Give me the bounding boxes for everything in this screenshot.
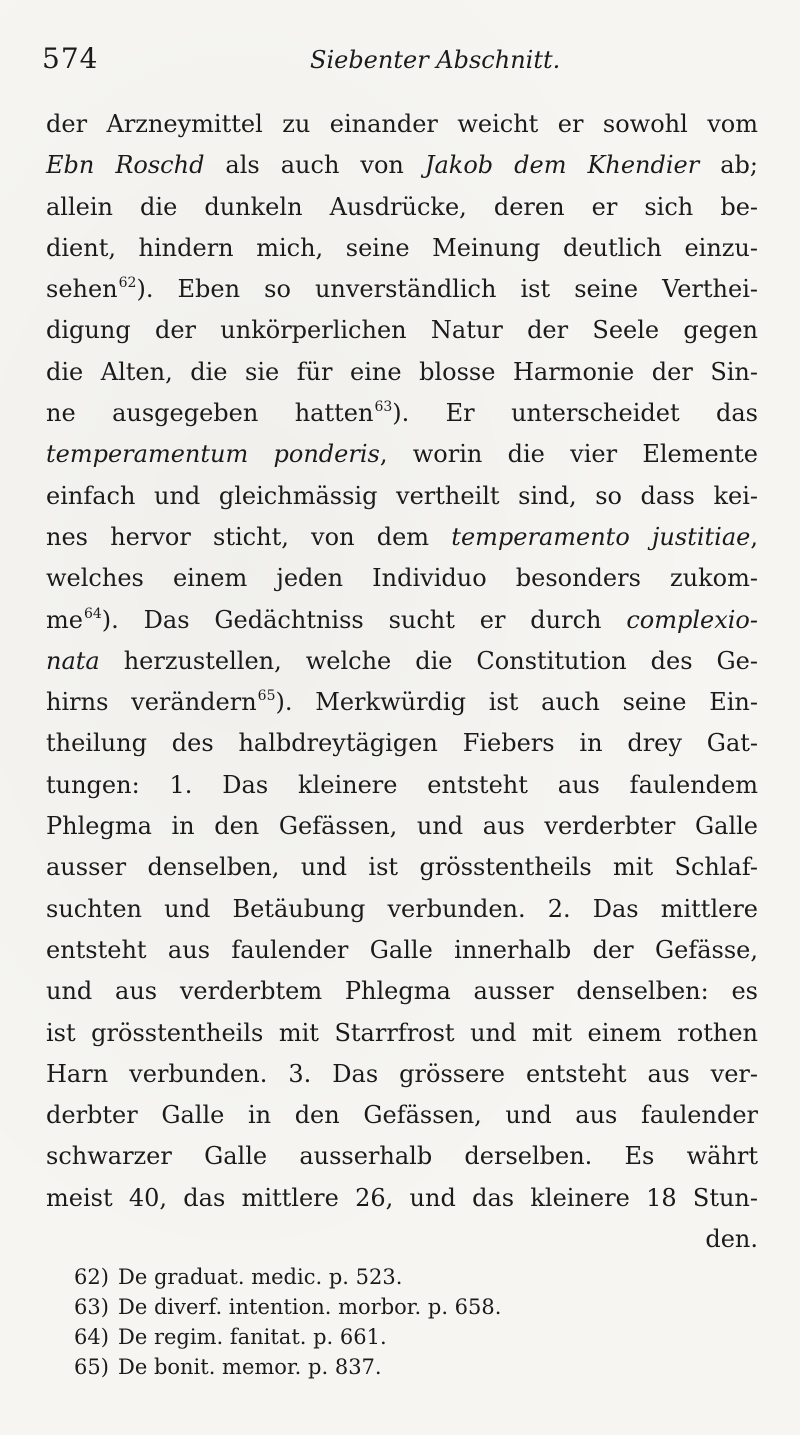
text-segment: allein die dunkeln Ausdrücke, deren er sich be- — [46, 192, 758, 221]
text-line — [46, 889, 758, 930]
footnote-label: 62) — [74, 1265, 109, 1289]
text-segment: Harn verbunden. 3. Das grössere entsteht aus ver- — [46, 1059, 758, 1088]
text-segment: und aus verderbtem Phlegma ausser denselben: es — [46, 977, 758, 1006]
text-line — [46, 806, 758, 847]
text-line — [46, 434, 758, 475]
running-head: Siebenter Abschnitt. — [310, 46, 561, 74]
text-segment: ist grösstentheils mit Starrfrost und mit einem rothen — [46, 1018, 758, 1047]
footnote-ref: 63 — [374, 399, 393, 416]
text-segment: digung der unkörperlichen Natur der Seele gegen — [46, 316, 758, 345]
text-line — [46, 104, 758, 145]
text-line — [46, 187, 758, 228]
footnote-label: 64) — [74, 1325, 109, 1349]
text-line — [46, 1054, 758, 1095]
footnotes — [74, 1262, 674, 1382]
text-line — [46, 847, 758, 888]
text-line — [46, 393, 758, 434]
text-line — [46, 517, 758, 558]
text-line — [46, 1136, 758, 1177]
page-header — [42, 42, 762, 82]
footnote-text: De diverf. intention. morbor. p. 658. — [118, 1295, 502, 1319]
text-segment: derbter Galle in den Gefässen, und aus faulender — [46, 1101, 758, 1130]
text-segment: herzustellen, welche die Constitution des Ge- — [99, 646, 758, 675]
text-segment: nes hervor sticht, von dem — [46, 522, 452, 551]
text-segment: , — [750, 522, 758, 551]
text-segment: temperamento justitiae — [451, 522, 751, 551]
footnote-ref: 65 — [257, 688, 276, 705]
text-segment: die Alten, die sie für eine blosse Harmonie der Sin- — [46, 357, 758, 386]
text-segment: sehen — [46, 275, 118, 304]
text-segment: , worin die vier Elemente — [379, 440, 758, 469]
footnote-label: 65) — [74, 1355, 109, 1379]
text-line — [46, 558, 758, 599]
footnote-text: De graduat. medic. p. 523. — [118, 1265, 403, 1289]
text-segment: als auch von — [204, 151, 425, 180]
text-segment: ). Das Gedächtniss sucht er durch — [101, 605, 627, 634]
text-segment: den. — [705, 1225, 758, 1254]
text-line — [46, 1219, 758, 1260]
text-line — [46, 1095, 758, 1136]
text-segment: ne ausgegeben hatten — [46, 399, 374, 428]
body-text — [46, 104, 758, 1260]
text-segment: ab; — [699, 151, 758, 180]
footnote — [74, 1292, 674, 1322]
text-segment: einfach und gleichmässig vertheilt sind, so dass kei- — [46, 481, 758, 510]
text-segment: dient, hindern mich, seine Meinung deutlich einzu- — [46, 233, 758, 262]
text-segment: ). Eben so unverständlich ist seine Verthei- — [136, 275, 758, 304]
text-line — [46, 1178, 758, 1219]
text-line — [46, 765, 758, 806]
text-segment: hirns verändern — [46, 688, 257, 717]
footnote-ref: 62 — [118, 275, 137, 292]
text-segment: ). Er unterscheidet das — [392, 399, 758, 428]
text-segment: entsteht aus faulender Galle innerhalb der Gefässe, — [46, 935, 758, 964]
text-segment: meist 40, das mittlere 26, und das kleinere 18 Stun- — [46, 1183, 758, 1212]
text-segment: temperamentum ponderis — [46, 440, 380, 469]
footnote — [74, 1352, 674, 1382]
text-segment: welches einem jeden Individuo besonders zukom- — [46, 564, 758, 593]
footnote — [74, 1262, 674, 1292]
text-segment: ausser denselben, und ist grösstentheils mit Schlaf- — [46, 853, 758, 882]
text-line — [46, 352, 758, 393]
text-line — [46, 269, 758, 310]
text-line — [46, 682, 758, 723]
text-line — [46, 600, 758, 641]
footnote-text: De bonit. memor. p. 837. — [118, 1355, 382, 1379]
text-segment: Phlegma in den Gefässen, und aus verderbter Galle — [46, 812, 758, 841]
text-line — [46, 310, 758, 351]
footnote-label: 63) — [74, 1295, 109, 1319]
text-line — [46, 1013, 758, 1054]
footnote — [74, 1322, 674, 1352]
text-line — [46, 228, 758, 269]
text-segment: nata — [46, 646, 100, 675]
footnote-text: De regim. fanitat. p. 661. — [118, 1325, 387, 1349]
text-segment: Ebn Roschd — [46, 151, 205, 180]
text-segment: theilung des halbdreytägigen Fiebers in drey Gat- — [46, 729, 758, 758]
text-line — [46, 723, 758, 764]
text-segment: Jakob dem Khendier — [424, 151, 700, 180]
text-segment: complexio- — [626, 605, 758, 634]
text-segment: der Arzneymittel zu einander weicht er sowohl vom — [46, 110, 758, 138]
page-number: 574 — [42, 42, 99, 75]
text-segment: ). Merkwürdig ist auch seine Ein- — [275, 688, 758, 717]
text-segment: tungen: 1. Das kleinere entsteht aus faulendem — [46, 770, 758, 799]
text-line — [46, 476, 758, 517]
text-line — [46, 641, 758, 682]
text-line — [46, 930, 758, 971]
text-line — [46, 971, 758, 1012]
text-line — [46, 145, 758, 186]
text-segment: schwarzer Galle ausserhalb derselben. Es währt — [46, 1142, 758, 1171]
text-segment: suchten und Betäubung verbunden. 2. Das mittlere — [46, 894, 758, 923]
text-segment: me — [46, 605, 83, 634]
footnote-ref: 64 — [83, 605, 102, 622]
